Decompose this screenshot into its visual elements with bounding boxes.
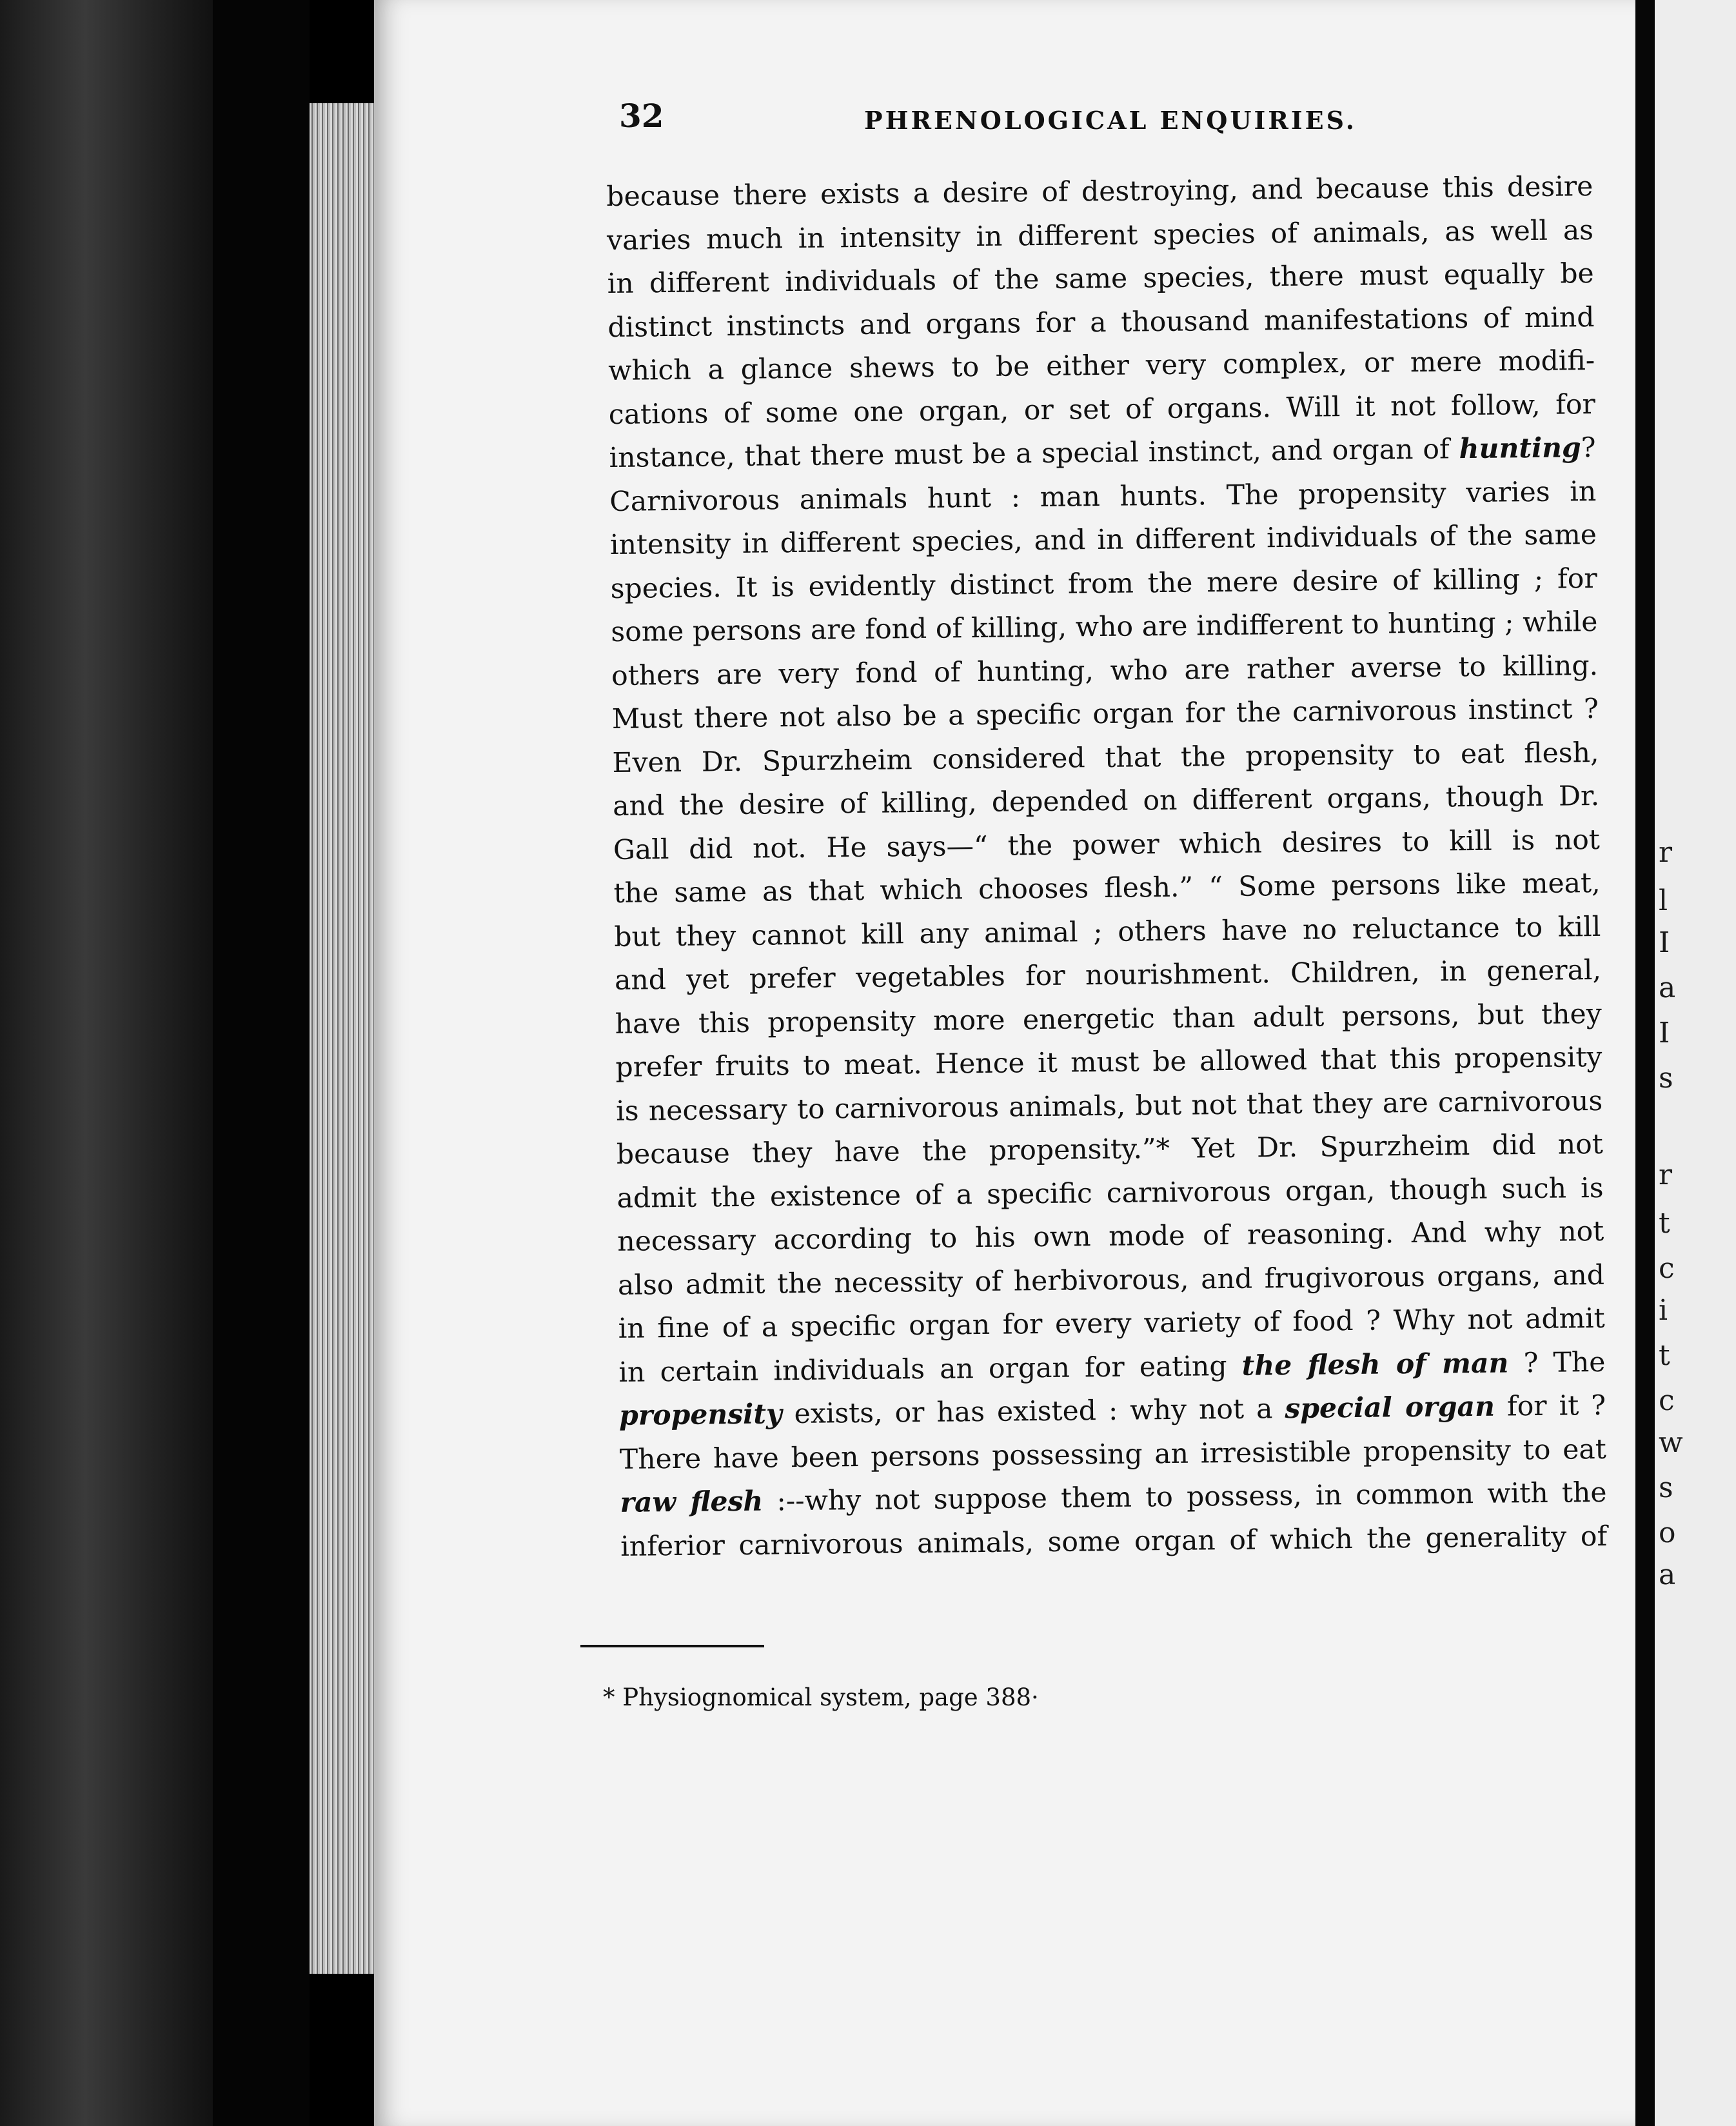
text-run: Even Dr. Spurzheim considered that the propensity to eat flesh, [612,737,1599,779]
facing-page-letter: t [1659,1207,1670,1240]
text-run: in fine of a specific organ for every variety of food ? Why not admit [618,1302,1605,1345]
italic-phrase: raw flesh [620,1485,764,1519]
page-stack-edge [310,103,374,1974]
facing-page-letter: i [1659,1294,1668,1327]
text-run: Must there not also be a specific organ for the carnivorous instinct ? [611,693,1599,735]
text-run: ? The [1508,1346,1606,1379]
text-run: necessary according to his own mode of reasoning. And why not [617,1215,1604,1258]
text-run: species. It is evidently distinct from the mere desire of killing ; for [610,562,1597,605]
page-number: 32 [619,97,664,135]
text-run: Carnivorous animals hunt : man hunts. The propensity varies in [609,475,1597,518]
facing-page-letter: l [1659,884,1668,917]
text-run: prefer fruits to meat. Hence it must be allowed that this propensity [615,1041,1603,1084]
text-run: for it ? [1494,1389,1606,1423]
text-run: Gall did not. He says—“ the power which desires to kill is not [613,824,1601,866]
text-run: ? [1581,432,1596,464]
book-left-edge [0,0,213,2126]
facing-page-letter: a [1659,1558,1676,1591]
text-run: :--why not suppose them to possess, in common with the [763,1476,1607,1518]
facing-page-letter: w [1659,1426,1683,1459]
italic-phrase: propensity [618,1398,782,1432]
italic-phrase: special organ [1285,1390,1495,1426]
text-run: intensity in different species, and in different individuals of the same [609,519,1597,561]
italic-phrase: the flesh of man [1241,1346,1509,1382]
text-run: because there exists a desire of destroying, and because this desire [606,170,1593,213]
text-run: in certain individuals an organ for eating [618,1350,1242,1389]
facing-page-letter: c [1659,1252,1675,1285]
page-header [619,97,1367,148]
text-run: varies much in intensity in different species of animals, as well as [606,214,1594,257]
text-run: some persons are fond of killing, who are indifferent to hunting ; while [611,606,1598,648]
text-run: exists, or has existed : why not a [782,1393,1285,1431]
running-head: PHRENOLOGICAL ENQUIRIES. [864,106,1357,135]
text-run: inferior carnivorous animals, some organ of which the generality of [620,1520,1608,1563]
text-run: which a glance shews to be either very complex, or mere modifi- [607,344,1595,387]
facing-page-letter: s [1659,1471,1673,1504]
facing-page-letter: I [1659,926,1670,959]
facing-page-letter: o [1659,1516,1676,1549]
footnote: * Physiognomical system, page 388· [603,1684,1039,1711]
text-run: the same as that which chooses flesh.” “ Some persons like meat, [613,867,1601,909]
text-run: and yet prefer vegetables for nourishment. Children, in general, [614,954,1602,997]
text-run: distinct instincts and organs for a thousand manifestations of mind [607,301,1595,344]
facing-page-fragment [1655,0,1736,2126]
text-run: admit the existence of a specific carnivorous organ, though such is [616,1172,1604,1215]
facing-page-letter: a [1659,971,1676,1004]
facing-page-letter: I [1659,1017,1670,1049]
facing-page-letter: c [1659,1384,1675,1417]
text-run: have this propensity more energetic than adult persons, but they [615,998,1602,1040]
facing-page-letter: s [1659,1062,1673,1095]
text-run: but they cannot kill any animal ; others have no reluctance to kill [614,911,1601,953]
facing-page-letter: r [1659,1158,1673,1191]
facing-page-letter: r [1659,836,1673,869]
text-run: There have been persons possessing an irresistible propensity to eat [619,1433,1607,1476]
footnote-rule [580,1645,764,1647]
text-run: others are very fond of hunting, who are rather averse to killing. [611,650,1599,692]
italic-phrase: hunting [1459,432,1581,466]
text-run: is necessary to carnivorous animals, but not that they are carnivorous [615,1085,1603,1128]
text-run: because they have the propensity.”* Yet Dr. Spurzheim did not [616,1128,1604,1171]
gutter-shadow-right [1635,0,1655,2126]
body-text [606,165,1608,1569]
text-run: also admit the necessity of herbivorous, and frugivorous organs, and [617,1259,1605,1302]
text-run: cations of some one organ, or set of organs. Will it not follow, for [608,388,1596,431]
text-run: and the desire of killing, depended on different organs, though Dr. [612,780,1600,822]
text-run: instance, that there must be a special instinct, and organ of [609,433,1459,474]
facing-page-letter: t [1659,1339,1670,1372]
text-run: in different individuals of the same species, there must equally be [607,257,1594,300]
book-spine-shadow [213,0,310,2126]
